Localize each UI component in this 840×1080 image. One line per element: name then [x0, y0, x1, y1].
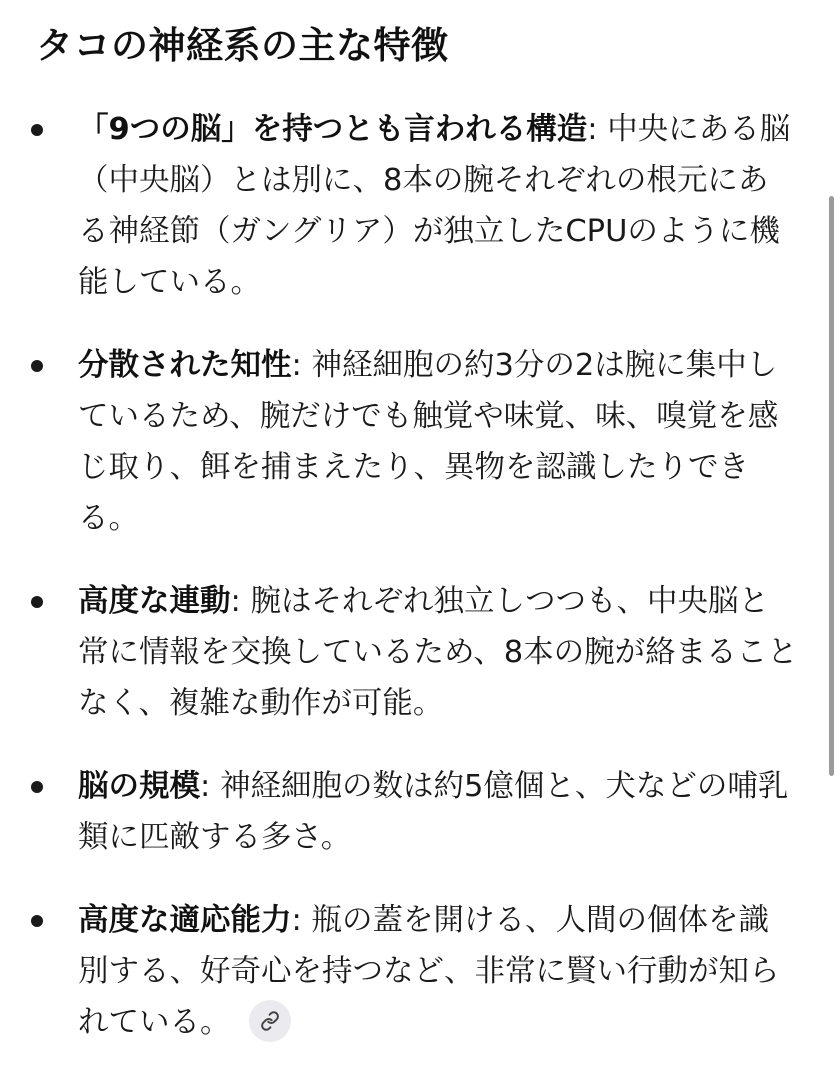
item-title: 「9つの脳」を持つとも言われる構造	[78, 112, 588, 147]
item-title: 分散された知性	[78, 348, 292, 383]
feature-list	[0, 104, 840, 1080]
list-item	[0, 761, 798, 863]
bullet-icon	[31, 915, 43, 927]
list-item	[0, 576, 798, 729]
item-title: 高度な連動	[78, 584, 231, 619]
list-item	[0, 895, 798, 1048]
item-text: : 神経細胞の約3分の2は腕に集中しているため、腕だけでも触覚や味覚、味、嗅覚を感じ取り、餌を捕まえたり、異物を認識したりできる。	[78, 348, 779, 536]
item-text: : 腕はそれぞれ独立しつつも、中央脳と常に情報を交換しているため、8本の腕が絡まることなく、複雑な動作が可能。	[78, 584, 798, 721]
bullet-icon	[31, 781, 43, 793]
scrollbar-thumb[interactable]	[829, 196, 834, 776]
item-text: : 神経細胞の数は約5億個と、犬などの哺乳類に匹敵する多さ。	[78, 769, 789, 855]
section-heading: タコの神経系の主な特徴	[36, 24, 449, 67]
item-text: : 瓶の蓋を開ける、人間の個体を識別する、好奇心を持つなど、非常に賢い行動が知られている。	[78, 903, 780, 1040]
link-icon	[260, 1011, 280, 1031]
item-text: : 中央にある脳（中央脳）とは別に、8本の腕それぞれの根元にある神経節（ガングリア）が独立したCPUのように機能している。	[78, 112, 791, 300]
bullet-icon	[31, 360, 43, 372]
list-item	[0, 340, 798, 544]
bullet-icon	[31, 596, 43, 608]
list-item	[0, 104, 798, 308]
item-title: 高度な適応能力	[78, 903, 292, 938]
bullet-icon	[31, 124, 43, 136]
source-link-button[interactable]	[249, 1000, 291, 1042]
item-title: 脳の規模	[78, 769, 200, 804]
